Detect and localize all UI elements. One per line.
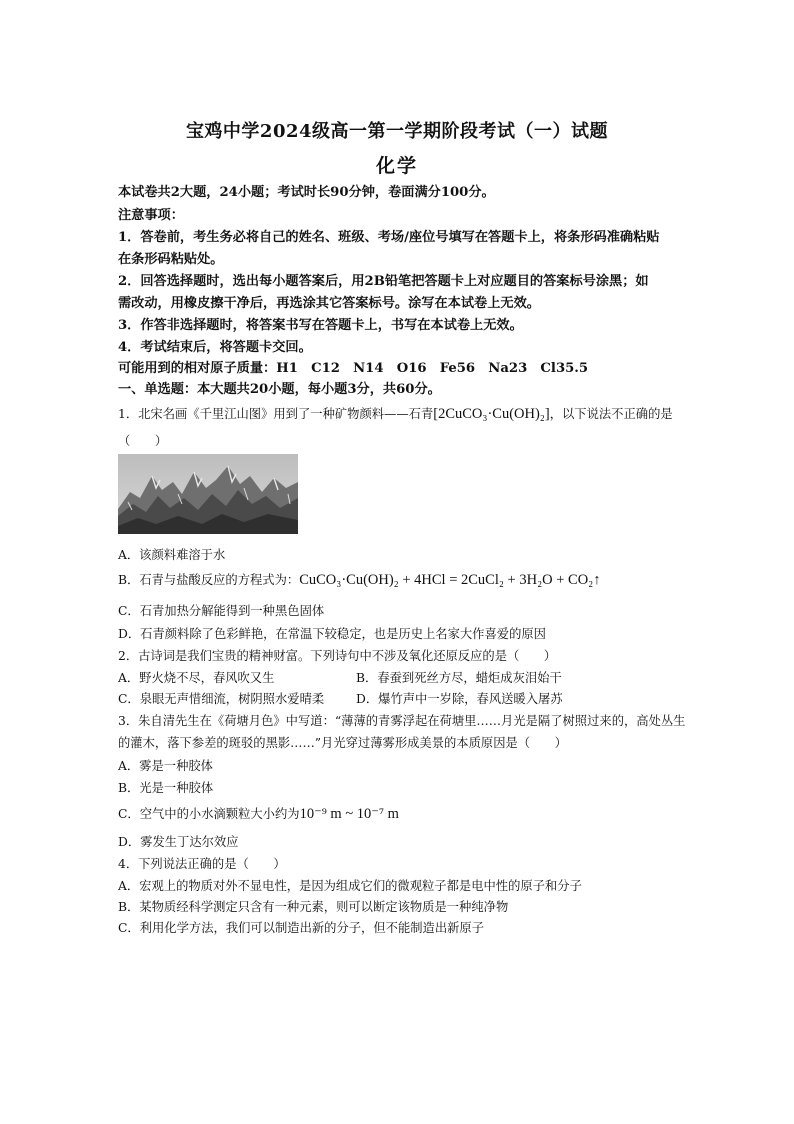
q1-stem-text: 1．北宋名画《千里江山图》用到了一种矿物颜料——石青	[118, 407, 434, 421]
exam-intro: 本试卷共2大题，24小题；考试时长90分钟，卷面满分100分。	[118, 185, 495, 200]
q3-option-a: A．雾是一种胶体	[118, 759, 213, 773]
q1-stem-end: ，以下说法不正确的是	[549, 407, 673, 421]
q1-option-d: D．石青颜料除了色彩鲜艳，在常温下较稳定，也是历史上名家大作喜爱的原因	[118, 627, 546, 641]
q3-option-c-formula: 10⁻⁹ m ~ 10⁻⁷ m	[299, 806, 399, 822]
subject-title: 化学	[375, 155, 418, 177]
section-heading: 一、单选题：本大题共20小题，每小题3分，共60分。	[118, 382, 441, 397]
q2-option-b: B．春蚕到死丝方尽，蜡炬成灰泪始干	[356, 671, 562, 685]
q2-option-c: C．泉眼无声惜细流，树阴照水爱晴柔	[118, 692, 325, 706]
exam-title: 宝鸡中学2024级高一第一学期阶段考试（一）试题	[185, 121, 609, 142]
q4-option-c: C．利用化学方法，我们可以制造出新的分子，但不能制造出新原子	[118, 921, 485, 935]
q1-option-c: C．石青加热分解能得到一种黑色固体	[118, 604, 325, 618]
q1-option-b-formula: CuCO₃·Cu(OH)₂ + 4HCl = 2CuCl₂ + 3H₂O + CO₂↑	[299, 572, 601, 588]
painting-svg	[118, 454, 298, 534]
q4-option-a: A．宏观上的物质对外不显电性，是因为组成它们的微观粒子都是电中性的原子和分子	[118, 879, 582, 893]
question-3-stem-line1: 3．朱自清先生在《荷塘月色》中写道：“薄薄的青雾浮起在荷塘里……月光是隔了树照过来的，高处丛生	[118, 714, 686, 728]
q3-option-c-text: C．空气中的小水滴颗粒大小约为	[118, 807, 300, 821]
note-line: 2．回答选择题时，选出每小题答案后，用2B铅笔把答题卡上对应题目的答案标号涂黑；如	[118, 274, 649, 289]
question-4-stem: 4．下列说法正确的是（ ）	[118, 857, 286, 871]
q3-option-b: B．光是一种胶体	[118, 781, 214, 795]
q3-option-c	[118, 804, 399, 823]
landscape-painting-image	[118, 454, 298, 534]
atomic-masses: 可能用到的相对原子质量：H1 C12 N14 O16 Fe56 Na23 Cl35.5	[118, 361, 589, 376]
note-line: 1．答卷前，考生务必将自己的姓名、班级、考场/座位号填写在答题卡上，将条形码准确粘贴	[118, 230, 660, 245]
question-1-stem	[118, 404, 673, 423]
q1-option-b-text: B．石青与盐酸反应的方程式为：	[118, 573, 300, 587]
note-line: 在条形码粘贴处。	[118, 252, 224, 267]
q3-option-d: D．雾发生丁达尔效应	[118, 835, 239, 849]
q1-answer-paren: （ ）	[118, 434, 168, 448]
note-line: 需改动，用橡皮擦干净后，再选涂其它答案标号。涂写在本试卷上无效。	[118, 296, 540, 311]
q4-option-b: B．某物质经科学测定只含有一种元素，则可以断定该物质是一种纯净物	[118, 900, 509, 914]
q2-option-d: D．爆竹声中一岁除，春风送暖入屠苏	[356, 692, 563, 706]
question-2-stem: 2．古诗词是我们宝贵的精神财富。下列诗句中不涉及氧化还原反应的是（ ）	[118, 649, 557, 663]
q2-option-a: A．野火烧不尽，春风吹又生	[118, 671, 275, 685]
q1-formula: [2CuCO₃·Cu(OH)₂]	[433, 406, 550, 422]
q1-option-a: A．该颜料难溶于水	[118, 548, 226, 562]
notes-heading: 注意事项：	[118, 208, 184, 223]
q1-option-b	[118, 570, 600, 589]
note-line: 3．作答非选择题时，将答案书写在答题卡上，书写在本试卷上无效。	[118, 318, 523, 333]
question-3-stem-line2: 的灌木，落下参差的斑驳的黑影……”月光穿过薄雾形成美景的本质原因是（ ）	[118, 736, 567, 750]
note-line: 4．考试结束后，将答题卡交回。	[118, 340, 312, 355]
